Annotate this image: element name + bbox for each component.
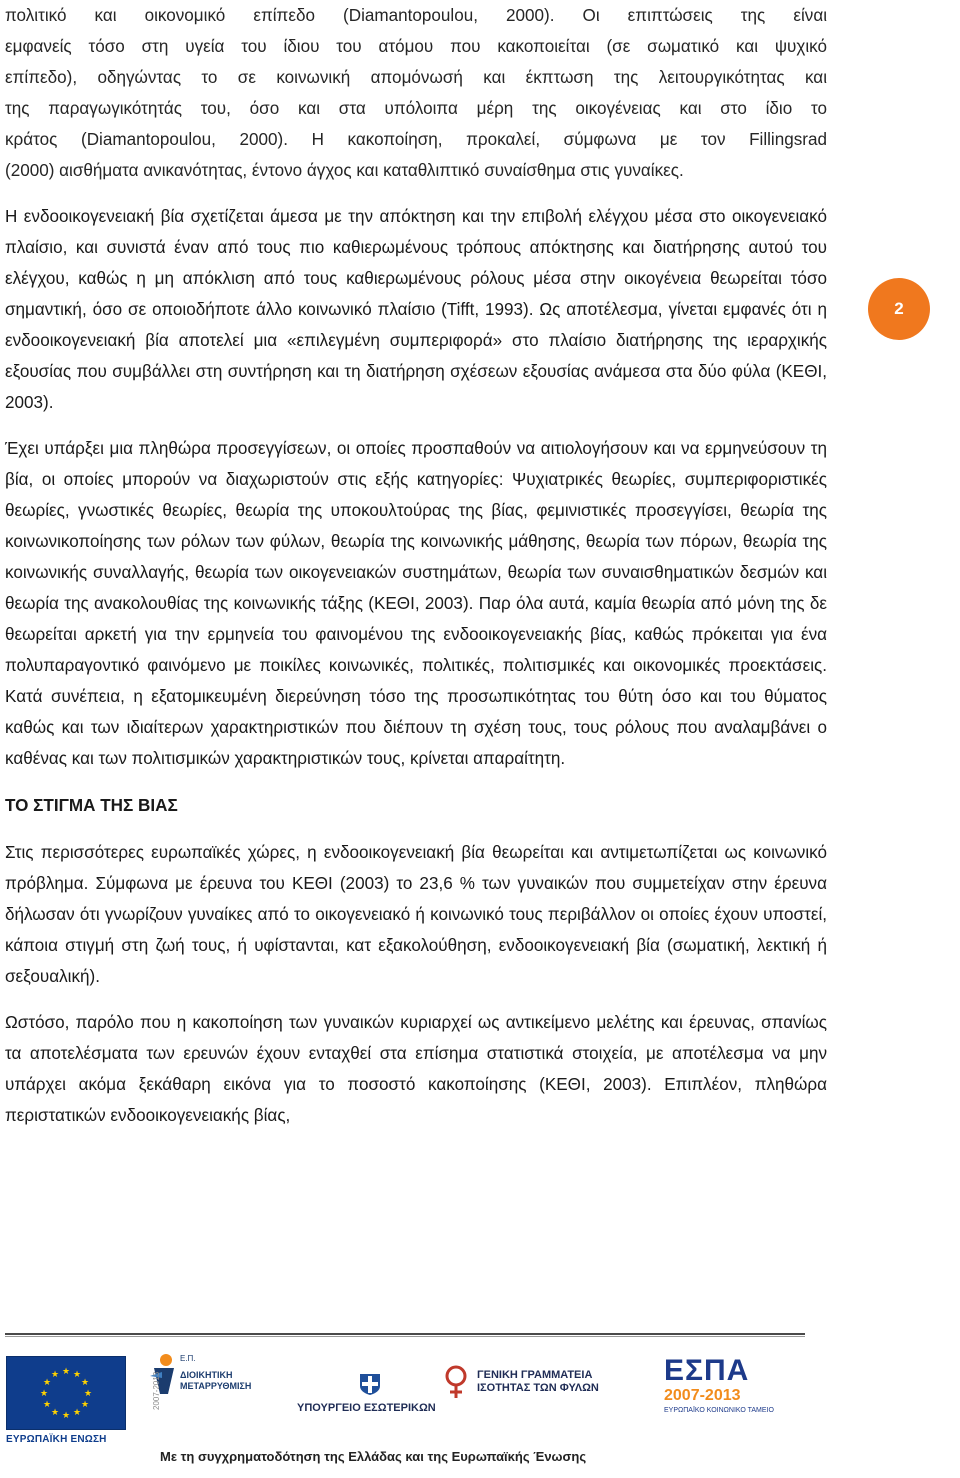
svg-text:★: ★ [61,1411,71,1421]
eu-caption: ΕΥΡΩΠΑΪΚΗ ΕΝΩΣΗ [6,1434,107,1445]
cofinance-statement: Με τη συγχρηματοδότηση της Ελλάδας και της Ευρωπαϊκής Ένωσης [160,1449,587,1464]
paragraph-consequences [5,0,827,186]
document-body [5,0,827,1131]
ministry-logo [297,1372,436,1414]
paragraph-theories: Έχει υπάρξει μια πληθώρα προσεγγίσεων, οι οποίες προσπαθούν να αιτιολογήσουν και να ερμηνεύσουν τη βία, οι οποίες μπορούν να διαχωριστούν στις εξής κατηγορίες: Ψυχιατρικές θεωρίες, συμπεριφοριστικές θεωρίες, γνωστικές θεωρίες, θεωρία της υποκουλτούρας της βίας, φεμινιστικές προσεγγίσει, θεωρία της κοινωνικοποίησης των ρόλων των φύλων, θεωρία της κοινωνικής μάθησης, θεωρία των πόρων, θεωρία της κοινωνικής συναλλαγής, θεωρία των οικογενειακών συστημάτων, θεωρία των συναισθηματικών δεσμών και θεωρία της ανακολουθίας της κοινωνικής τάξης (ΚΕΘΙ, 2003). Παρ όλα αυτά, καμία θεωρία από μόνη της δε θεωρείται αρκετή για την ερμηνεία του φαινομένου της ενδοοικογενειακής βίας, καθώς πρόκειται για ένα πολυπαραγοντικό φαινόμενο με ποικίλες κοινωνικές, πολιτικές, πολιτισμικές και οικονομικές προεκτάσεις. Κατά συνέπεια, η εξατομικευμένη διερεύνηση τόσο της προσωπικότητας του θύτη όσο και του θύματος καθώς και των ιδιαίτερων χαρακτηριστικών που διέπουν τη σχέση τους, τους ρόλους που αναλαμβάνει ο καθένας και των πολιτισμικών χαρακτηριστικών τους, κρίνεται απαραίτητη. [5,439,827,768]
footer-divider-thin [5,1336,805,1337]
gender-equality-logo [441,1362,599,1395]
text-line: επίπεδο), οδηγώντας το σε κοινωνική απομόνωσή και έκπτωση της λειτουργικότητας και [5,68,827,87]
text-line: της παραγωγικότητάς του, όσο και στα υπόλοιπα μέρη της οικογένειας και στο ίδιο το [5,99,827,118]
footer-divider [5,1333,805,1335]
section-heading: ΤΟ ΣΤΙΓΜΑ ΤΗΣ ΒΙΑΣ [5,796,178,815]
svg-text:★: ★ [83,1389,93,1399]
eu-stars-icon [7,1357,125,1429]
greek-emblem-icon [357,1372,383,1396]
espa-fund-label: ΕΥΡΩΠΑΪΚΟ ΚΟΙΝΩΝΙΚΟ ΤΑΜΕΙΟ [664,1407,774,1414]
svg-text:★: ★ [42,1378,52,1388]
gsge-line-1: ΓΕΝΙΚΗ ΓΡΑΜΜΑΤΕΙΑ [477,1369,593,1381]
admin-line-2: ΜΕΤΑΡΡΥΘΜΙΣΗ [180,1381,252,1391]
text-line: πολιτικό και οικονομικό επίπεδο (Diamantopoulou, 2000). Οι επιπτώσεις της είναι [5,6,827,25]
gender-equality-label [477,1369,599,1395]
gender-symbol-icon [441,1362,471,1402]
espa-logo [664,1356,804,1414]
paragraph-stigma: Στις περισσότερες ευρωπαϊκές χώρες, η ενδοοικογενειακή βία θεωρείται και αντιμετωπίζεται ως κοινωνικό πρόβλημα. Σύμφωνα με έρευνα του ΚΕΘΙ (2003) το 23,6 % των γυναικών που συμμετείχαν στην έρευνα δήλωσαν ότι γνωρίζουν γυναίκες από το οικογενειακό ή κοινωνικό τους περιβάλλον οι οποίες έχουν υποστεί, κάποια στιγμή στη ζωή τους, ή υφίστανται, κατ εξακολούθηση, ενδοοικογενειακή βία (σωματική, λεκτική ή σεξουαλική). [5,843,827,986]
admin-program-label: Ε.Π. [180,1354,196,1363]
svg-text:★: ★ [50,1370,60,1380]
svg-text:★: ★ [80,1378,90,1388]
ministry-label: ΥΠΟΥΡΓΕΙΟ ΕΣΩΤΕΡΙΚΩΝ [297,1402,436,1414]
paragraph-research: Ωστόσο, παρόλο που η κακοποίηση των γυναικών κυριαρχεί ως αντικείμενο μελέτης και έρευνας, σπανίως τα αποτελέσματα των ερευνών έχουν ενταχθεί στα επίσημα στατιστικά στοιχεία, με αποτέλεσμα να μην υπάρχει ακόμα ξεκάθαρη εικόνα για το ποσοστό κακοποίησης (ΚΕΘΙ, 2003). Επιπλέον, πληθώρα περιστατικών ενδοοικογενειακής βίας, [5,1013,827,1125]
admin-years: 2007-2013 [152,1371,161,1410]
admin-reform-logo [148,1348,278,1432]
espa-years: 2007-2013 [664,1387,741,1404]
admin-line-1: ΔΙΟΙΚΗΤΙΚΗ [180,1370,233,1380]
eu-flag-icon [6,1356,126,1430]
svg-text:★: ★ [50,1408,60,1418]
text-line: κράτος (Diamantopoulou, 2000). Η κακοποίηση, προκαλεί, σύμφωνα με τον Fillingsrad [5,130,827,149]
text-line: εμφανείς τόσο στη υγεία του ίδιου του ατόμου που κακοποιείται (σε σωματικό και ψυχικό [5,37,827,56]
espa-title: ΕΣΠΑ [664,1354,750,1387]
eu-logo [6,1356,132,1445]
paragraph-control: Η ενδοοικογενειακή βία σχετίζεται άμεσα με την απόκτηση και την επιβολή ελέγχου μέσα στο οικογενειακό πλαίσιο, και συνιστά έναν από τους πιο καθιερωμένους τρόπους απόκτησης και διατήρησης αυτού του ελέγχου, καθώς η μη απόκλιση από τους καθιερωμένους ρόλους μέσα στην οικογένεια θεωρείται τόσο σημαντική, όσο σε οποιοδήποτε άλλο κοινωνικό πλαίσιο (Tifft, 1993). Ως αποτέλεσμα, γίνεται εμφανές ότι η ενδοοικογενειακή βία αποτελεί μια «επιλεγμένη συμπεριφορά» στο πλαίσιο διατήρησης της ιεραρχικής εξουσίας που συμβάλλει στη συντήρηση και τη διατήρηση σχέσεων εξουσίας ανάμεσα στα δύο φύλα (ΚΕΘΙ, 2003). [5,207,827,412]
page-number-badge: 2 [868,278,930,340]
svg-text:★: ★ [72,1408,82,1418]
svg-text:★: ★ [72,1370,82,1380]
svg-text:★: ★ [39,1389,49,1399]
svg-text:★: ★ [80,1400,90,1410]
gsge-line-2: ΙΣΟΤΗΤΑΣ ΤΩΝ ΦΥΛΩΝ [477,1382,599,1394]
svg-text:★: ★ [61,1367,71,1377]
text-line: (2000) αισθήματα ανικανότητας, έντονο άγχος και καταθλιπτικό συναίσθημα στις γυναίκες. [5,161,684,180]
admin-reform-title [180,1370,251,1392]
svg-text:★: ★ [42,1400,52,1410]
